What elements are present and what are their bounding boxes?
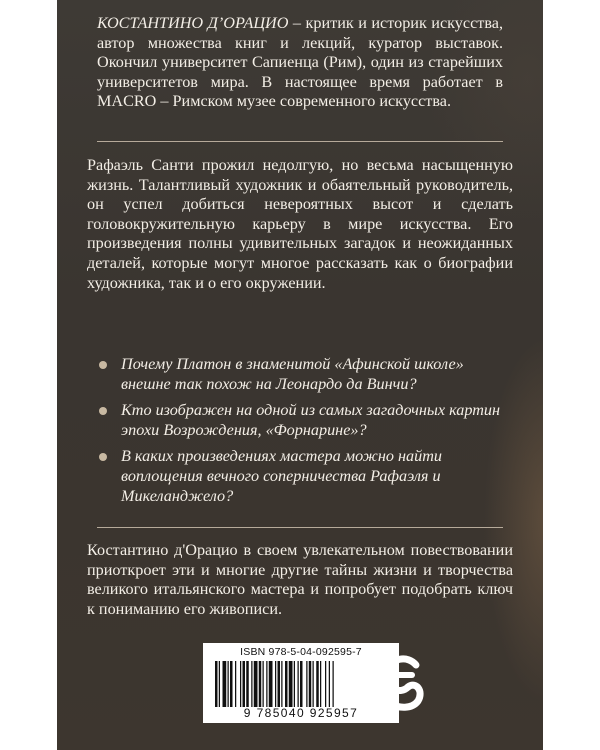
question-text: В каких произведениях мастера можно найти воплощения вечного соперничества Рафаэля и Микеланджело? — [121, 447, 443, 505]
barcode — [213, 661, 389, 707]
outro-paragraph: Костантино д'Орацио в своем увлекательном повествовании приоткроет эти и многие другие тайны жизни и творчества великого итальянского мастера и попробует подобрать ключ к пониманию его живописи. — [87, 541, 513, 618]
question-item — [87, 401, 517, 440]
bullet-icon — [99, 361, 107, 369]
book-outro — [87, 541, 513, 619]
barcode-digits: 9 785040 925957 — [243, 706, 359, 720]
eksmo-logo-icon — [382, 651, 428, 713]
divider-bottom — [97, 527, 503, 528]
bullet-icon — [99, 453, 107, 461]
question-text: Почему Платон в знаменитой «Афинской школе» внешне так похож на Леонардо да Винчи? — [121, 355, 464, 393]
author-bio — [97, 14, 503, 112]
isbn-barcode-block — [203, 643, 399, 723]
question-text: Кто изображен на одной из самых загадочных картин эпохи Возрождения, «Форнарине»? — [121, 401, 501, 439]
question-item — [87, 355, 517, 394]
author-name: КОСТАНТИНО Д’ОРАЦИО — [97, 14, 289, 32]
questions-list — [87, 355, 517, 513]
intro-paragraph: Рафаэль Санти прожил недолгую, но весьма насыщенную жизнь. Талантливый художник и обаятельный руководитель, он успел добиться невероятных высот и сделать головокружительную карьеру в мире искусства. Его произведения полны удивительных загадок и неожиданных деталей, которые могут многое рассказать как о биографии художника, так и о его окружении. — [87, 156, 513, 292]
divider-top — [97, 141, 503, 142]
book-intro — [87, 156, 513, 293]
author-bio-text: – критик и историк искусства, автор множества книг и лекций, куратор выставок. Окончил университет Сапиенца (Рим), один из старейших университетов мира. В настоящее время работает в MACRO – Римском музее современного искусства. — [97, 14, 503, 111]
back-cover — [57, 0, 543, 750]
question-item — [87, 447, 517, 506]
bullet-icon — [99, 407, 107, 415]
isbn-label: ISBN 978-5-04-092595-7 — [240, 646, 362, 658]
